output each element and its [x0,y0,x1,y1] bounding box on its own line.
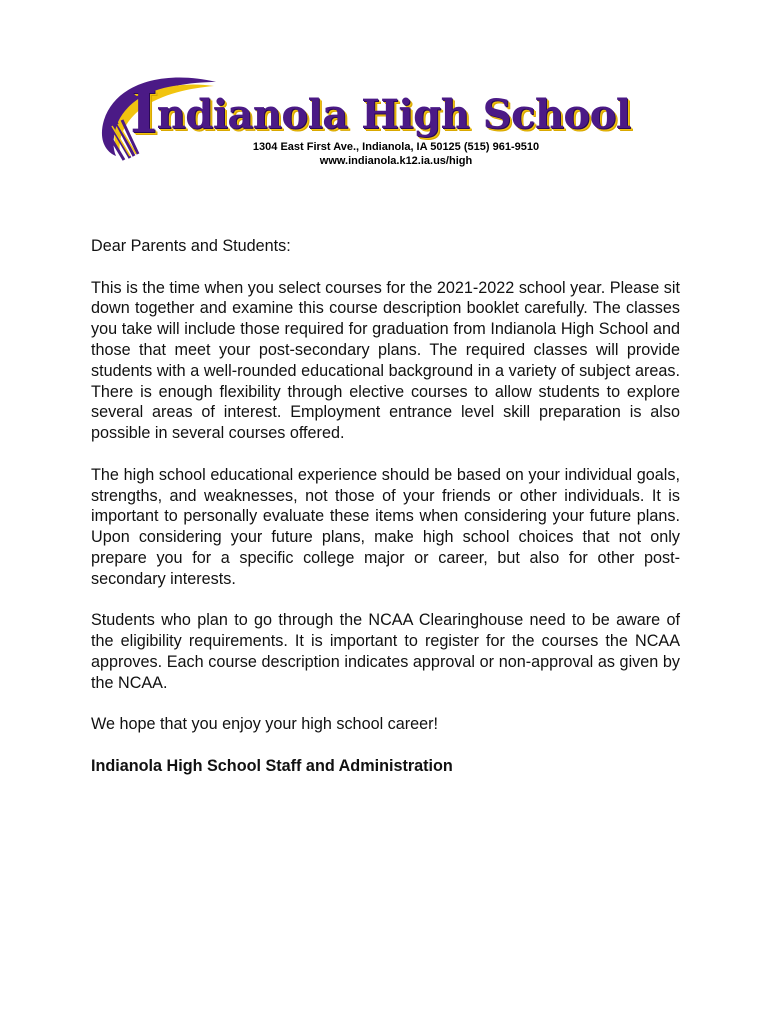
letterhead [96,72,636,172]
school-website: www.indianola.k12.ia.us/high [319,155,473,167]
paragraph-course-selection: This is the time when you select courses for the 2021-2022 school year. Please sit down together and examine this course description booklet carefully. The classes you take will include those required for graduation from Indianola High School and those that meet your post-secondary plans. The required classes will provide students with a well-rounded educational background in a variety of subject areas. There is enough flexibility through elective courses to allow students to explore several areas of interest. Employment entrance level skill preparation is also possible in several courses offered. [91,278,680,443]
school-name-initial: I [130,78,157,146]
letter-body [91,236,680,777]
salutation: Dear Parents and Students: [91,237,291,255]
paragraph-ncaa: Students who plan to go through the NCAA Clearinghouse need to be aware of the eligibility requirements. It is important to register for the courses the NCAA approves. Each course description indicates approval or non-approval as given by the NCAA. [91,611,680,692]
signature: Indianola High School Staff and Administration [91,756,453,775]
school-name [130,78,631,146]
school-address: 1304 East First Ave., Indianola, IA 50125 (515) 961-9510 [252,141,540,153]
paragraph-educational-experience: The high school educational experience should be based on your individual goals, strengths, and weaknesses, not those of your friends or other individuals. It is important to personally evaluate these items when considering your future plans. Upon considering your future plans, make high school choices that not only prepare you for a specific college major or career, but also for other post-secondary interests. [91,465,680,588]
school-contact [216,140,576,168]
school-name-rest: ndianola High School [156,91,631,138]
paragraph-closing: We hope that you enjoy your high school career! [91,715,439,734]
